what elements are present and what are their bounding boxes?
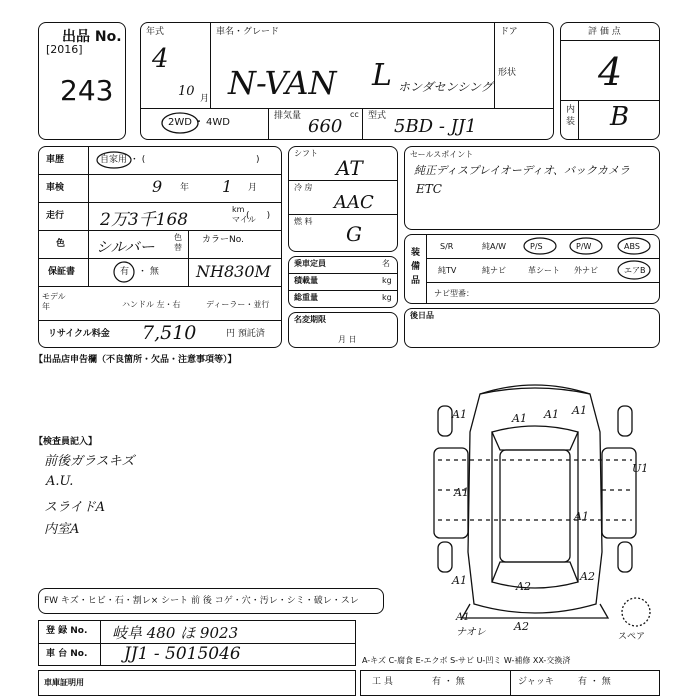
- year-label: 年式: [146, 27, 165, 37]
- interior-value: B: [610, 102, 630, 132]
- score-value: 4: [598, 50, 623, 94]
- dealer-label: ディーラー・並行: [206, 300, 270, 309]
- drive-2wd: 2WD: [168, 117, 192, 128]
- tools-value: 有 ・ 無: [432, 677, 465, 687]
- chassis-value: JJ1 - 5015046: [124, 644, 241, 664]
- month-unit: 月: [200, 94, 210, 104]
- mileage-paren: ( ): [246, 211, 271, 221]
- equipment-side-label: 装 備 品: [411, 248, 421, 286]
- cc-unit: cc: [350, 110, 359, 119]
- damage-mark-11: A1: [572, 404, 587, 417]
- year-value: 4: [152, 44, 169, 74]
- sales-line2: ETC: [416, 182, 442, 196]
- reg-label: 登 録 No.: [46, 626, 88, 636]
- fw-row: FW キズ・ヒビ・石・割レ× シート 前 後 コゲ・穴・汚レ・シミ・破レ・スレ: [44, 596, 359, 606]
- inspection-month-unit: 月: [248, 183, 258, 193]
- color-no-label: カラーNo.: [202, 235, 244, 245]
- displacement-label: 排気量: [274, 111, 302, 121]
- warranty-circle: [112, 260, 136, 284]
- equip-tv: 純TV: [438, 266, 457, 275]
- equip-ps-circle: [522, 236, 558, 256]
- drive-sep: ・: [194, 117, 204, 128]
- tools-label: 工 具: [372, 677, 393, 687]
- damage-mark-1: A1: [452, 408, 467, 421]
- score-label: 評 価 点: [588, 27, 621, 37]
- grade: L: [372, 58, 392, 93]
- warranty-no: ・ 無: [138, 267, 159, 277]
- grade-sub: ホンダセンシング: [398, 80, 493, 94]
- afterfit-label: 後日品: [410, 311, 434, 320]
- size-box: [38, 670, 356, 696]
- color-value: シルバー: [96, 238, 155, 256]
- capacity-label: 乗車定員: [294, 259, 326, 268]
- history-circle: [96, 150, 134, 170]
- damage-mark-10: U1: [632, 462, 649, 475]
- jack-value: 有 ・ 無: [578, 677, 611, 687]
- capacity-unit: 名: [382, 259, 390, 268]
- inspector-line-1: 前後ガラスキズ: [44, 454, 135, 469]
- damage-legend: A-キズ C-腐食 E-エクボ S-サビ U-凹ミ W-補修 XX-交換済: [362, 656, 571, 665]
- load-unit: kg: [382, 276, 392, 285]
- gross-label: 総重量: [294, 293, 318, 302]
- handle-label: ハンドル 左・右: [122, 300, 181, 309]
- mileage-label: 走行: [46, 211, 65, 221]
- jack-label: ジャッキ: [518, 677, 554, 687]
- inspector-line-3: スライドA: [44, 500, 105, 515]
- equip-pw-circle: [568, 236, 604, 256]
- afterfit-box: [404, 308, 660, 348]
- inspector-label: 【検査員記入】: [34, 437, 98, 447]
- history-close: ): [256, 155, 260, 165]
- gross-unit: kg: [382, 293, 392, 302]
- equip-navi: 純ナビ: [482, 266, 506, 275]
- size-label: 車庫証明用: [44, 678, 84, 687]
- history-label: 車歴: [46, 155, 65, 165]
- shift-label: シフト: [294, 149, 318, 158]
- name-change-label: 名変期限: [294, 315, 326, 324]
- equip-airbag-circle: [616, 259, 652, 281]
- type-value: 5BD - JJ1: [394, 116, 477, 137]
- ac-label: 冷 房: [294, 183, 313, 192]
- shift-value: AT: [336, 156, 363, 180]
- inspector-line-4: 内室A: [44, 522, 80, 537]
- lot-label: 出品 No.: [62, 29, 122, 45]
- equip-leather: 革シート: [528, 266, 560, 275]
- inspection-label: 車検: [46, 183, 65, 193]
- damage-mark-7: A2: [516, 580, 531, 593]
- inspection-year: 9: [152, 177, 163, 196]
- displacement-value: 660: [308, 116, 343, 137]
- equip-abs: ABS: [624, 242, 640, 251]
- lot-number: 243: [60, 74, 114, 107]
- load-label: 積載量: [294, 276, 318, 285]
- history-value: 自家用 ・ (: [100, 155, 146, 165]
- car-name-label: 車名・グレード: [216, 27, 280, 37]
- color-label: 色: [56, 239, 66, 249]
- exhibitor-label: 【出品店申告欄（不良箇所・欠品・注意事項等）】: [34, 355, 237, 365]
- equip-abs-circle: [616, 236, 652, 256]
- navi-model-label: ナビ型番：: [434, 289, 474, 298]
- mileage-value: 2万3千168: [100, 210, 189, 230]
- fuel-value: G: [346, 222, 362, 246]
- recycle-label: リサイクル料金: [48, 329, 110, 339]
- color-change: 色 替: [174, 233, 182, 252]
- sales-line1: 純正ディスプレイオーディオ、バックカメラ: [414, 164, 630, 177]
- equip-ps: P/S: [530, 242, 543, 251]
- car-diagram: [410, 372, 660, 640]
- chassis-label: 車 台 No.: [46, 649, 88, 659]
- interior-label: 内 装: [566, 105, 576, 127]
- model-name: N-VAN: [228, 64, 337, 102]
- warranty-label: 保証書: [48, 267, 76, 277]
- ac-value: AAC: [334, 192, 374, 213]
- damage-mark-5: A1: [574, 510, 589, 523]
- damage-mark-6: A1: [452, 574, 467, 587]
- sales-label: セールスポイント: [410, 150, 474, 159]
- inspection-month: 1: [222, 177, 233, 196]
- inspection-year-unit: 年: [180, 183, 190, 193]
- drive-4wd: 4WD: [206, 117, 230, 128]
- equip-sr: S/R: [440, 242, 454, 251]
- equip-alloy: 純A/W: [482, 242, 507, 251]
- recycle-value: 7,510: [142, 322, 197, 344]
- damage-mark-3: A1: [544, 408, 559, 421]
- inspector-line-2: A.U.: [46, 474, 74, 489]
- damage-mark-2: A1: [512, 412, 527, 425]
- drive-2wd-circle: [160, 110, 200, 136]
- mileage-unit: km マイル: [232, 205, 256, 224]
- spare-label: スペア: [618, 632, 646, 642]
- equip-pw: P/W: [576, 242, 592, 251]
- name-change-unit: 月 日: [338, 335, 357, 344]
- reg-value: 岐阜 480 ほ 9023: [112, 624, 239, 642]
- damage-mark-4: A1: [454, 486, 469, 499]
- lot-year-tag: [2016]: [46, 43, 83, 56]
- damage-mark-8: A2: [580, 570, 595, 583]
- door-label: ドア: [500, 27, 518, 37]
- warranty-yes: 有: [120, 267, 130, 277]
- model-year-label: モデル 年: [42, 292, 66, 311]
- fuel-label: 燃 料: [294, 217, 313, 226]
- equip-airbag: エアB: [624, 266, 646, 275]
- color-no-value: NH830M: [196, 262, 271, 281]
- month-value: 10: [178, 84, 195, 99]
- recycle-unit: 円 預託済: [226, 329, 265, 339]
- diagram-bottom-note: A1 ナオレ: [456, 612, 486, 638]
- type-label: 型式: [368, 111, 387, 121]
- damage-mark-9: A2: [514, 620, 529, 633]
- equip-ext-navi: 外ナビ: [574, 266, 598, 275]
- shape-label: 形状: [498, 68, 517, 78]
